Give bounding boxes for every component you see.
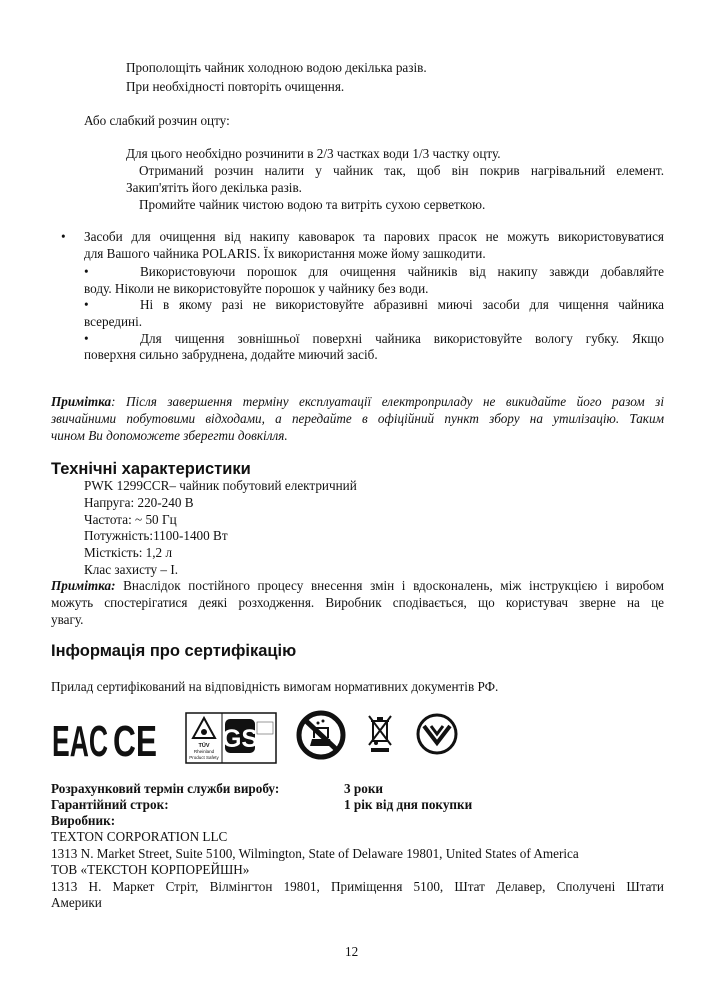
spec-protection: Клас захисту – I. (84, 562, 179, 577)
specs-note-text: Внаслідок постійного процесу внесення змін і вдосконалень, між інструкцією і виробом (115, 578, 664, 593)
sub-bullet-1-line-1: Використовуючи порошок для очищення чайників від накипу завжди добавляйте (140, 264, 664, 279)
manufacturer-name-ua: ТОВ «ТЕКСТОН КОРПОРЕЙШН» (51, 862, 250, 877)
bullet-main-line-2: для Вашого чайника POLARIS. Їх використання може йому зашкодити. (84, 246, 486, 261)
weee-bin-icon (366, 712, 394, 754)
manufacturer-address-en: 1313 N. Market Street, Suite 5100, Wilmington, State of Delaware 19801, United States of America (51, 846, 579, 861)
spec-power: Потужність:1100-1400 Вт (84, 528, 228, 543)
sub-bullet-1-line-2: воду. Ніколи не використовуйте порошок у чайнику без води. (84, 281, 429, 296)
manufacturer-label: Виробник: (51, 813, 116, 828)
bullet-main-line-1: Засоби для очищення від накипу кавоварок та парових прасок не можуть використовуватися (84, 229, 664, 244)
sub-bullet-dot: • (84, 264, 89, 279)
specs-note-label: Примітка: (51, 578, 116, 593)
sub-bullet-2-line-2: всередині. (84, 314, 143, 329)
vinegar-line-4: Промийте чайник чистою водою та витріть сухою серветкою. (139, 197, 486, 212)
vinegar-line-2: Отриманий розчин налити у чайник так, щоб він покрив нагрівальний елемент. (139, 163, 664, 178)
note-1-label: Примітка (51, 394, 112, 409)
warranty-value: 1 рік від дня покупки (344, 797, 473, 812)
vinegar-line-1: Для цього необхідно розчинити в 2/3 частках води 1/3 частку оцту. (126, 146, 501, 161)
rinse-line-1: Прополощіть чайник холодною водою декілька разів. (126, 60, 427, 75)
sub-bullet-dot: • (84, 331, 89, 346)
vinegar-intro: Або слабкий розчин оцту: (84, 113, 230, 128)
note-1-line-2: звичайними побутовими відходами, а передайте в офіційний пункт збору на утилізацію. Таким (51, 411, 664, 426)
tuv-gs-icon (185, 712, 277, 764)
spec-capacity: Місткість: 1,2 л (84, 545, 173, 560)
rinse-line-2: При необхідності повторіть очищення. (126, 79, 345, 94)
service-life-value: 3 роки (344, 781, 384, 796)
spec-frequency: Частота: ~ 50 Гц (84, 512, 177, 527)
sub-bullet-2-line-1: Ні в якому разі не використовуйте абразивні миючі засоби для чищення чайника (140, 297, 664, 312)
spec-voltage: Напруга: 220-240 В (84, 495, 194, 510)
vinegar-line-3: Закип'ятіть його декілька разів. (126, 180, 302, 195)
note-1-text: : Після завершення терміну експлуатації електроприладу не викидайте його разом зі (111, 394, 664, 409)
svg-text:EAC: EAC (52, 717, 108, 761)
manufacturer-address-ua-line-2: Америки (51, 895, 102, 910)
svg-text:Rheinland: Rheinland (193, 749, 215, 754)
note-1-line-1 (51, 394, 664, 410)
specs-note-line-3: увагу. (51, 612, 84, 627)
ce-mark-icon (113, 717, 159, 761)
service-life-label: Розрахунковий термін служби виробу: (51, 781, 280, 796)
warranty-label: Гарантійний строк: (51, 797, 169, 812)
manufacturer-address-ua-line-1: 1313 Н. Маркет Стріт, Вілмінгтон 19801, Приміщення 5100, Штат Делавер, Сполучені Штати (51, 879, 664, 894)
page-number: 12 (345, 944, 359, 959)
sub-bullet-dot: • (84, 297, 89, 312)
specs-note-line-2: можуть спостерігатися деякі розходження. Виробник сподівається, що користувач зверне на це (51, 595, 664, 610)
manufacturer-name-en: TEXTON CORPORATION LLC (51, 829, 228, 844)
sub-bullet-3-line-1: Для чищення зовнішньої поверхні чайника використовуйте вологу губку. Якщо (140, 331, 664, 346)
bullet-dot: • (61, 229, 66, 244)
cert-text: Прилад сертифікований на відповідність вимогам нормативних документів РФ. (51, 679, 499, 694)
svg-text:CE: CE (113, 717, 157, 761)
svg-text:GS: GS (221, 725, 259, 753)
svg-text:TÜV: TÜV (198, 743, 210, 749)
spec-model: PWK 1299CCR– чайник побутовий електричний (84, 478, 357, 493)
no-immersion-icon (296, 710, 346, 760)
cert-heading: Інформація про сертифікацію (51, 642, 297, 660)
svg-text:Product Safety: Product Safety (189, 755, 219, 760)
ua-conformity-icon (415, 712, 459, 756)
note-1-line-3: чином Ви допоможете зберегти довкілля. (51, 428, 288, 443)
sub-bullet-3-line-2: поверхня сильно забруднена, додайте миючий засіб. (84, 347, 378, 362)
specs-note-line-1 (51, 578, 664, 594)
specs-heading: Технічні характеристики (51, 460, 251, 478)
eac-mark-icon (52, 717, 110, 761)
